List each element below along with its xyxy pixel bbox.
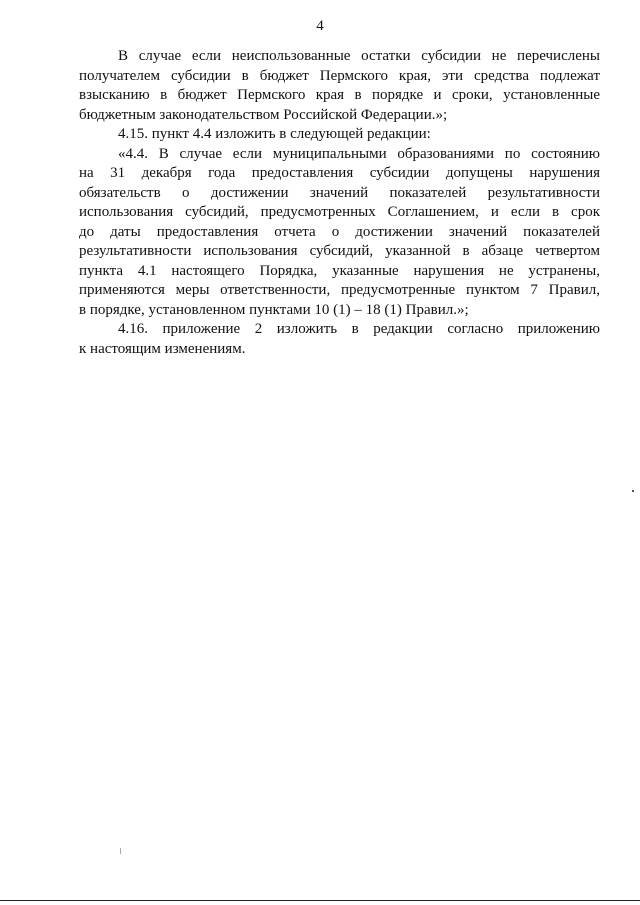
text-line: 4.15. пункт 4.4 изложить в следующей редакции: [118,126,431,142]
text-line: пункта 4.1 настоящего Порядка, указанные нарушения не устранены, [79,262,600,279]
text-line: обязательств о достижении значений показателей результативности [79,184,600,201]
text-line: 4.16. приложение 2 изложить в редакции согласно приложению [118,321,600,337]
paragraph-item-4-16 [79,320,600,359]
text-line: «4.4. В случае если муниципальными образованиями по состоянию [118,145,600,162]
paragraph-item-4-4 [79,145,600,321]
text-line: результативности использования субсидий, указанной в абзаце четвертом [79,243,600,259]
paragraph-unused-subsidy-return [79,47,600,125]
text-line: до даты предоставления отчета о достижении значений показателей [79,223,600,240]
scan-speck [632,490,634,492]
text-line: в порядке, установленном пунктами 10 (1) – 18 (1) Правил.»; [79,301,469,318]
text-line: применяются меры ответственности, предусмотренные пунктом 7 Правил, [79,282,600,298]
document-body [79,47,600,359]
page-bottom-edge [0,900,640,901]
scan-speck [120,848,121,854]
text-line: получателем субсидии в бюджет Пермского края, эти средства подлежат [79,67,600,84]
text-line: взысканию в бюджет Пермского края в порядке и сроки, установленные [79,87,600,103]
text-line: бюджетным законодательством Российской Федерации.»; [79,106,448,123]
text-line: на 31 декабря года предоставления субсидии допущены нарушения [79,165,600,181]
text-line: использования субсидий, предусмотренных Соглашением, и если в срок [79,204,600,220]
text-line: к настоящим изменениям. [79,340,246,357]
text-line: В случае если неиспользованные остатки субсидии не перечислены [118,48,600,64]
page-number: 4 [316,18,324,34]
paragraph-item-4-15 [79,125,600,145]
